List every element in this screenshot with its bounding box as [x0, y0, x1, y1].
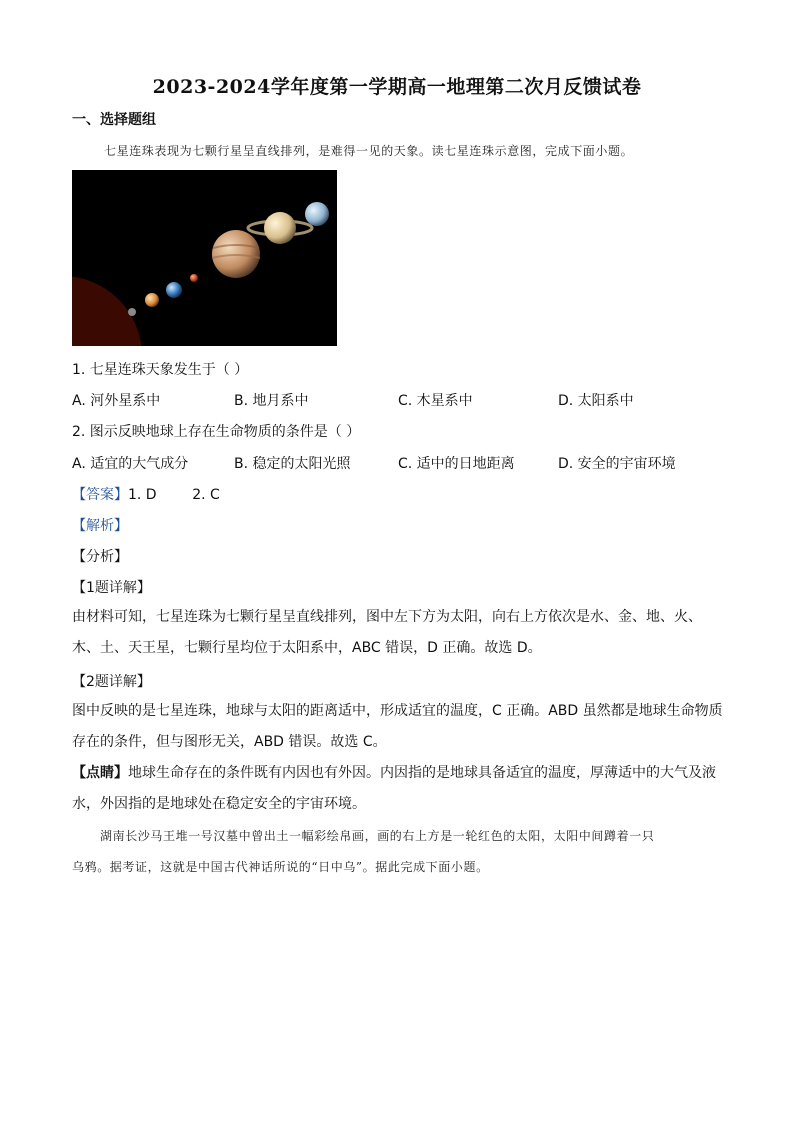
dianjing-line-1: 【点睛】地球生命存在的条件既有内因也有外因。内因指的是地球具备适宜的温度，厚薄适中的大气及液: [72, 765, 716, 781]
q2-option-b: B. 稳定的太阳光照: [234, 456, 351, 472]
detail-2-line-1: 图中反映的是七星连珠，地球与太阳的距离适中，形成适宜的温度，C 正确。ABD 虽然都是地球生命物质: [72, 703, 723, 719]
q1-option-a: A. 河外星系中: [72, 393, 161, 409]
detail-1-line-2: 木、土、天王星，七颗行星均位于太阳系中，ABC 错误，D 正确。故选 D。: [72, 640, 542, 656]
q2-option-a: A. 适宜的大气成分: [72, 456, 189, 472]
intro2-line-2: 乌鸦。据考证，这就是中国古代神话所说的“日中乌”。据此完成下面小题。: [72, 860, 489, 874]
q2-option-c: C. 适中的日地距离: [398, 456, 515, 472]
dianjing-label: 【点睛】: [72, 765, 128, 781]
detail-2-label: 【2题详解】: [72, 674, 151, 690]
answer-row: [72, 484, 220, 504]
planet-alignment-image: [72, 170, 337, 346]
q1-option-b: B. 地月系中: [234, 393, 309, 409]
mars-shape: [190, 274, 198, 282]
earth-shape: [166, 282, 182, 298]
q1-option-c: C. 木星系中: [398, 393, 473, 409]
detail-1-label: 【1题详解】: [72, 580, 151, 596]
solar-system-figure: [72, 170, 337, 346]
analysis-label: 【解析】: [72, 518, 128, 534]
saturn-shape: [264, 212, 296, 244]
venus-shape: [145, 293, 159, 307]
dianjing-text: [72, 758, 732, 820]
fenxi-label: 【分析】: [72, 549, 128, 565]
question-group-intro: 七星连珠表现为七颗行星呈直线排列，是难得一见的天象。读七星连珠示意图，完成下面小题。: [104, 144, 634, 158]
intro2-line-1: 湖南长沙马王堆一号汉墓中曾出土一幅彩绘帛画，画的右上方是一轮红色的太阳，太阳中间蹲着一只: [100, 829, 655, 843]
detail-1-line-1: 由材料可知，七星连珠为七颗行星呈直线排列，图中左下方为太阳，向右上方依次是水、金、地、火、: [72, 609, 702, 625]
mercury-shape: [128, 308, 136, 316]
q1-option-d: D. 太阳系中: [558, 393, 634, 409]
uranus-shape: [305, 202, 329, 226]
detail-1-text: [72, 602, 732, 664]
dianjing-line-2: 水，外因指的是地球处在稳定安全的宇宙环境。: [72, 796, 366, 812]
section-heading: 一、选择题组: [72, 112, 156, 128]
question-1-stem: 1. 七星连珠天象发生于（ ）: [72, 362, 249, 378]
answer-text: 1. D 2. C: [128, 487, 220, 503]
detail-2-line-2: 存在的条件，但与图形无关，ABD 错误。故选 C。: [72, 734, 387, 750]
question-group-2-intro: [72, 821, 732, 883]
detail-2-text: [72, 696, 732, 758]
question-2-stem: 2. 图示反映地球上存在生命物质的条件是（ ）: [72, 424, 361, 440]
page-title: 2023-2024学年度第一学期高一地理第二次月反馈试卷: [152, 76, 642, 98]
q2-option-d: D. 安全的宇宙环境: [558, 456, 676, 472]
answer-label: 【答案】: [72, 487, 128, 503]
